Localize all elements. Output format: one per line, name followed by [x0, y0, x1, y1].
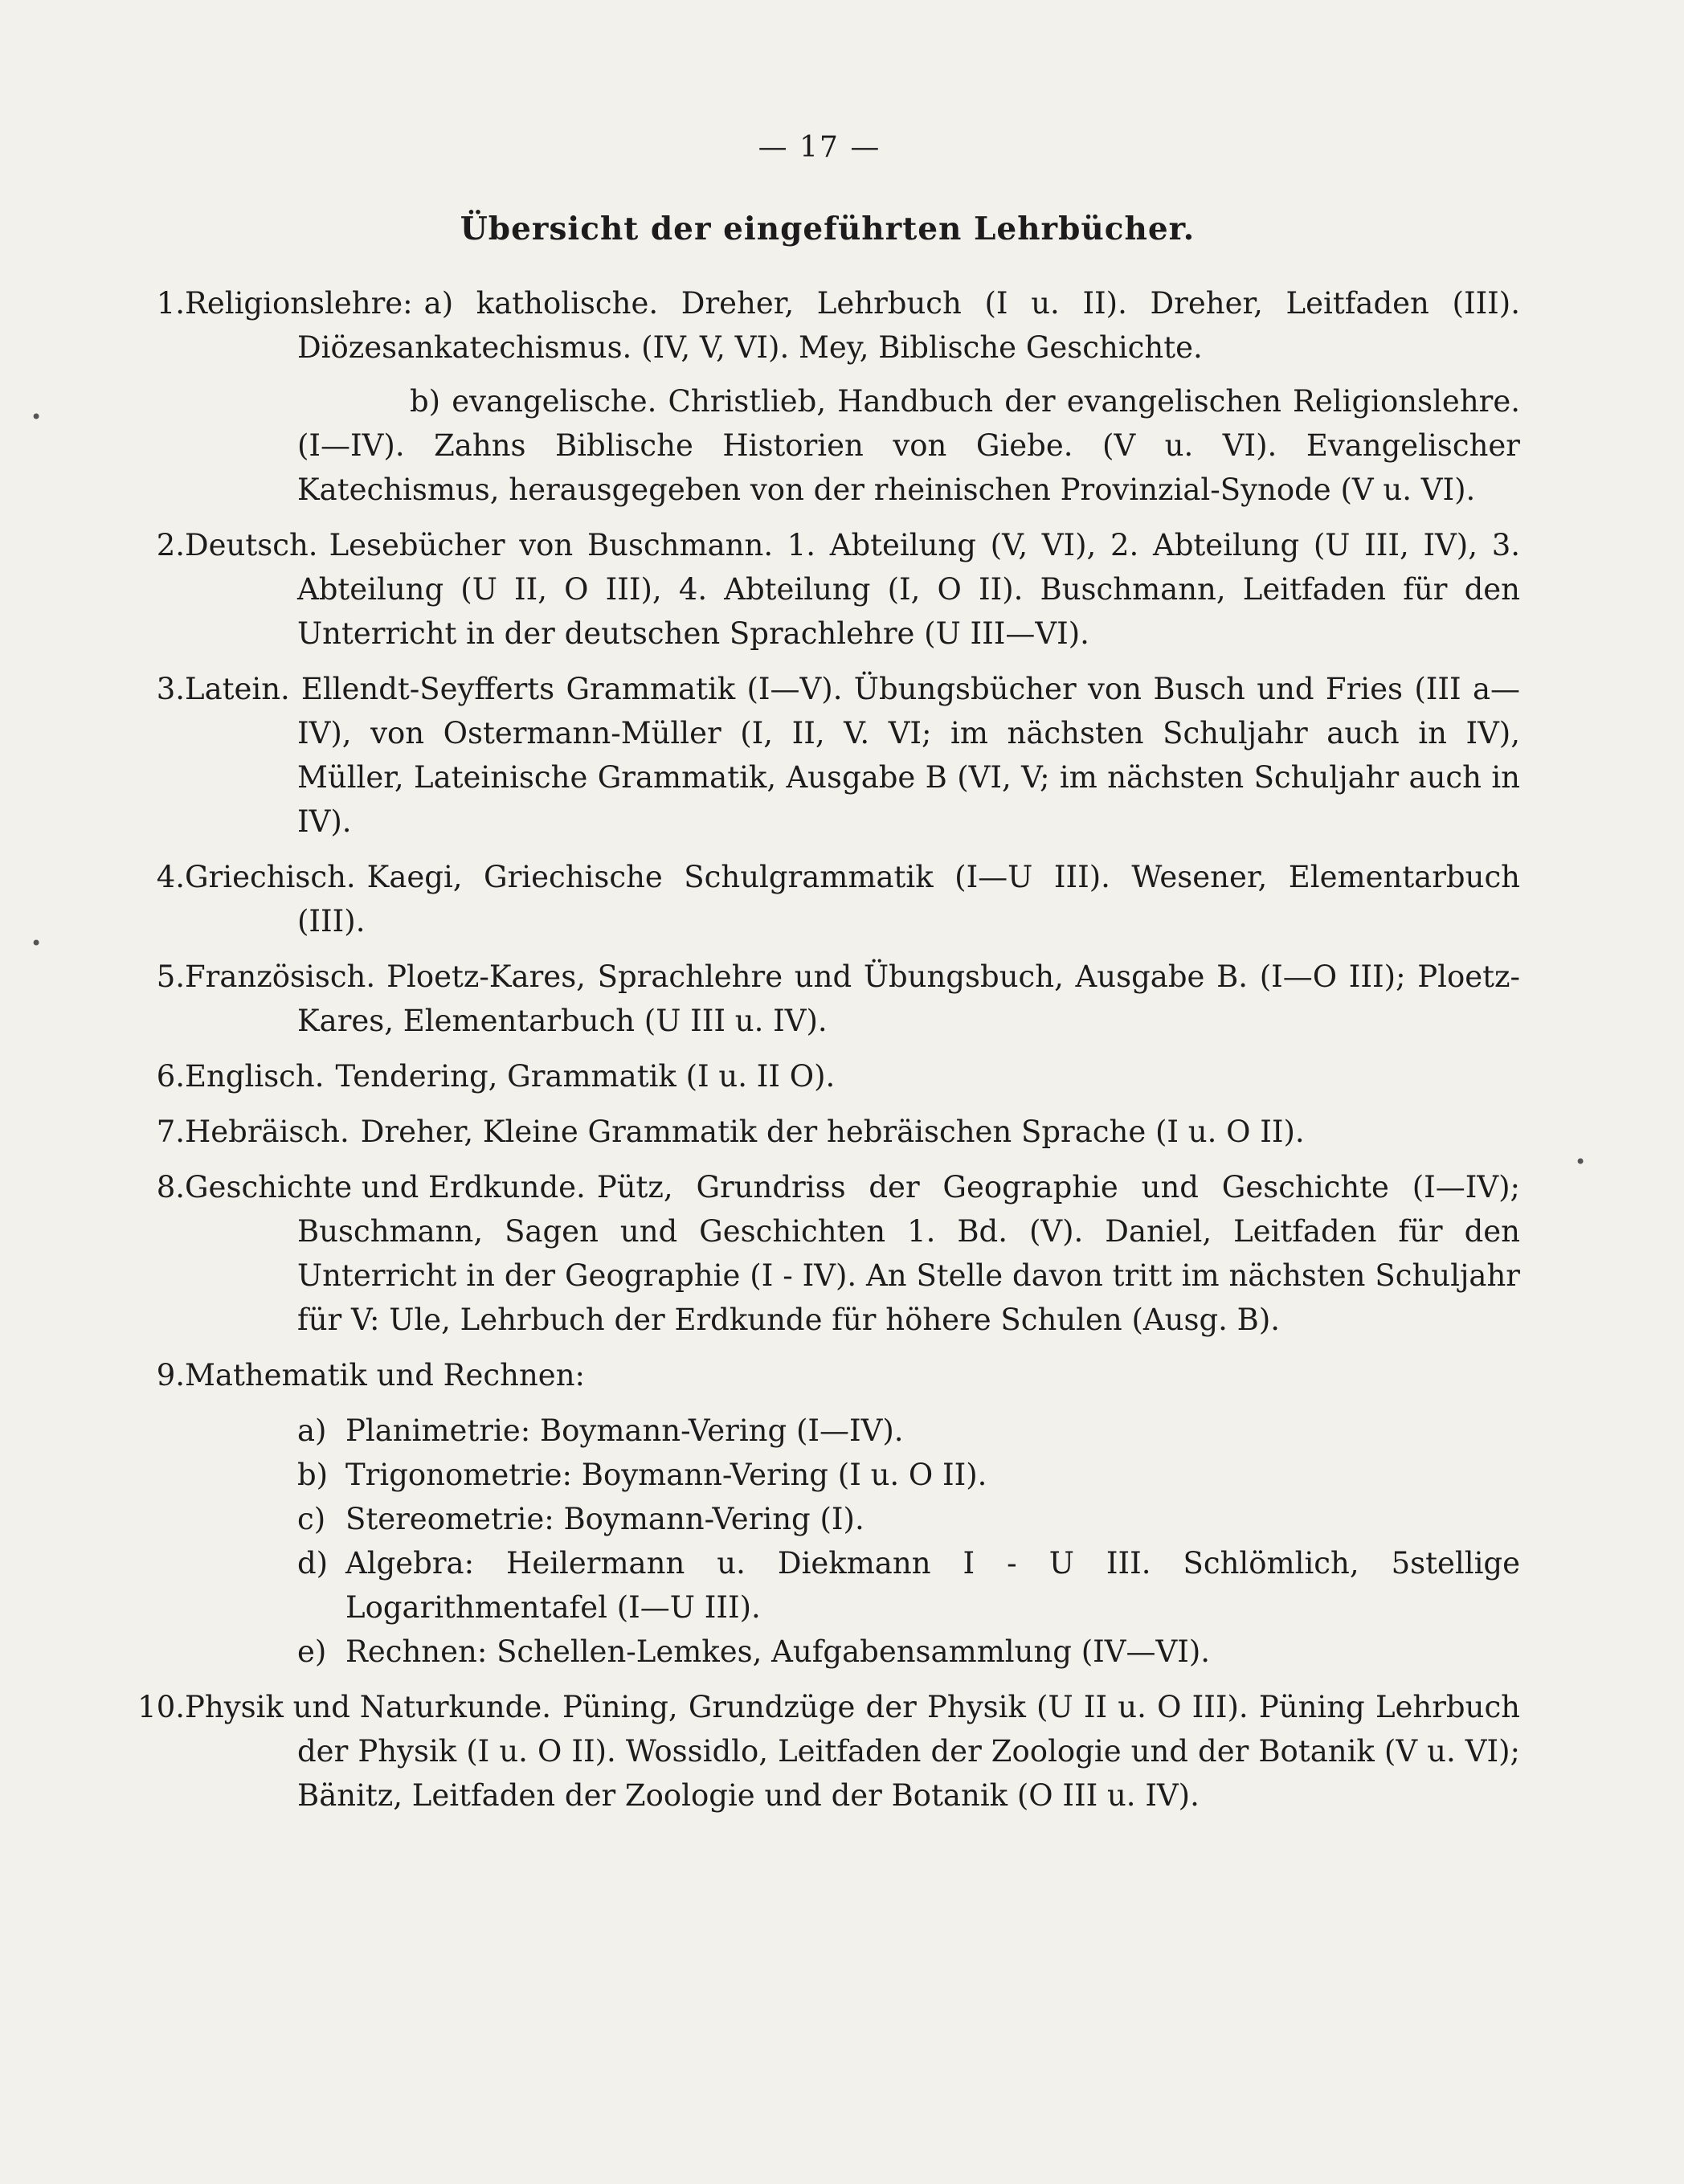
sub-text: Rechnen: Schellen-Lemkes, Aufgabensammlung (IV—VI). — [345, 1634, 1211, 1669]
sub-label: a) — [297, 1413, 327, 1448]
entry-number: 7. — [156, 1114, 185, 1149]
entry-number: 6. — [156, 1059, 185, 1094]
sub-algebra — [297, 1541, 1520, 1630]
entry-griechisch — [129, 855, 1520, 943]
entry-text: Ploetz-Kares, Sprachlehre und Übungsbuch, Ausgabe B. (I—O III); Ploetz-Kares, Elementarbuch (U III u. IV). — [297, 959, 1520, 1038]
sub-text: Algebra: Heilermann u. Diekmann I - U III. Schlömlich, 5stellige Logarithmentafel (I—U III). — [345, 1546, 1520, 1625]
entry-text: Lesebücher von Buschmann. 1. Abteilung (V, VI), 2. Abteilung (U III, IV), 3. Abteilung (U II, O III), 4. Abteilung (I, O II). Buschmann, Leitfaden für den Unterricht in der deutschen Sprachlehre (U III—VI). — [297, 528, 1520, 651]
entry-text: Tendering, Grammatik (I u. II O). — [335, 1059, 836, 1094]
sub-trigonometrie — [297, 1453, 1520, 1497]
entry-heading: Mathematik und Rechnen: — [185, 1358, 586, 1393]
entry-heading: Deutsch. — [185, 528, 318, 562]
entry-mathematik — [129, 1353, 1520, 1397]
page-number: — 17 — — [758, 131, 881, 164]
entry-number: 3. — [156, 672, 185, 706]
scan-speck: • — [1575, 1151, 1587, 1173]
entry-geschichte-erdkunde — [129, 1165, 1520, 1342]
sub-label: e) — [297, 1634, 327, 1669]
entry-text: Pütz, Grundriss der Geographie und Geschichte (I—IV); Buschmann, Sagen und Geschichten 1. Bd. (V). Daniel, Leitfaden für den Unterricht in der Geographie (I - IV). An Stelle davon tritt im nächsten Schuljahr für V: Ule, Lehrbuch der Erdkunde für höhere Schulen (Ausg. B). — [297, 1170, 1520, 1337]
entry-text: Ellendt-Seyfferts Grammatik (I—V). Übungsbücher von Busch und Fries (III a—IV), von Ostermann-Müller (I, II, V. VI; im nächsten Schuljahr auch in IV), Müller, Lateinische Grammatik, Ausgabe B (VI, V; im nächsten Schuljahr auch in IV). — [297, 672, 1520, 839]
entry-number: 2. — [156, 528, 185, 562]
entry-latein — [129, 667, 1520, 844]
scan-speck: • — [31, 932, 43, 955]
entry-number: 1. — [156, 286, 185, 321]
sub-label: b) — [297, 1458, 329, 1492]
entry-text: Dreher, Kleine Grammatik der hebräischen Sprache (I u. O II). — [360, 1114, 1305, 1149]
sub-rechnen — [297, 1630, 1520, 1674]
page-title: Übersicht der eingeführten Lehrbücher. — [460, 211, 1196, 247]
sub-label: c) — [297, 1502, 326, 1536]
mathematik-subjects — [297, 1409, 1520, 1674]
entry-heading: Hebräisch. — [185, 1114, 349, 1149]
entry-number: 8. — [156, 1170, 185, 1204]
entry-franzoesisch — [129, 955, 1520, 1043]
textbook-list — [129, 281, 1520, 1829]
entry-religionslehre — [129, 281, 1520, 512]
sub-planimetrie — [297, 1409, 1520, 1453]
sub-label: d) — [297, 1546, 329, 1581]
entry-heading: Geschichte und Erdkunde. — [185, 1170, 586, 1204]
sub-text: Planimetrie: Boymann-Vering (I—IV). — [345, 1413, 904, 1448]
entry-text: Püning, Grundzüge der Physik (U II u. O III). Püning Lehrbuch der Physik (I u. O II). Wossidlo, Leitfaden der Zoologie und der Botanik (V u. VI); Bänitz, Leitfaden der Zoologie und der Botanik (O III u. IV). — [297, 1690, 1520, 1813]
entry-number: 10. — [137, 1690, 185, 1724]
entry-englisch — [129, 1054, 1520, 1098]
entry-text-evangelisch: b) evangelische. Christlieb, Handbuch der evangelischen Religionslehre. (I—IV). Zahns Biblische Historien von Giebe. (V u. VI). Evangelischer Katechismus, herausgegeben von der rheinischen Provinzial-Synode (V u. VI). — [297, 384, 1520, 507]
entry-heading: Griechisch. — [185, 860, 356, 894]
entry-heading: Französisch. — [185, 959, 376, 994]
entry-heading: Religionslehre: — [185, 286, 413, 321]
scan-speck: • — [31, 406, 43, 428]
sub-stereometrie — [297, 1497, 1520, 1541]
sub-text: Stereometrie: Boymann-Vering (I). — [345, 1502, 864, 1536]
entry-number: 5. — [156, 959, 185, 994]
entry-text: Kaegi, Griechische Schulgrammatik (I—U III). Wesener, Elementarbuch (III). — [297, 860, 1520, 939]
entry-heading: Latein. — [185, 672, 290, 706]
entry-number: 9. — [156, 1358, 185, 1393]
entry-heading: Physik und Naturkunde. — [185, 1690, 551, 1724]
entry-deutsch — [129, 523, 1520, 656]
entry-hebraeisch — [129, 1110, 1520, 1154]
sub-text: Trigonometrie: Boymann-Vering (I u. O II). — [345, 1458, 987, 1492]
entry-text-katholisch: a) katholische. Dreher, Lehrbuch (I u. II). Dreher, Leitfaden (III). Diözesankatechismus. (IV, V, VI). Mey, Biblische Geschichte. — [297, 286, 1520, 365]
entry-number: 4. — [156, 860, 185, 894]
entry-physik-naturkunde — [129, 1685, 1520, 1818]
entry-heading: Englisch. — [185, 1059, 325, 1094]
